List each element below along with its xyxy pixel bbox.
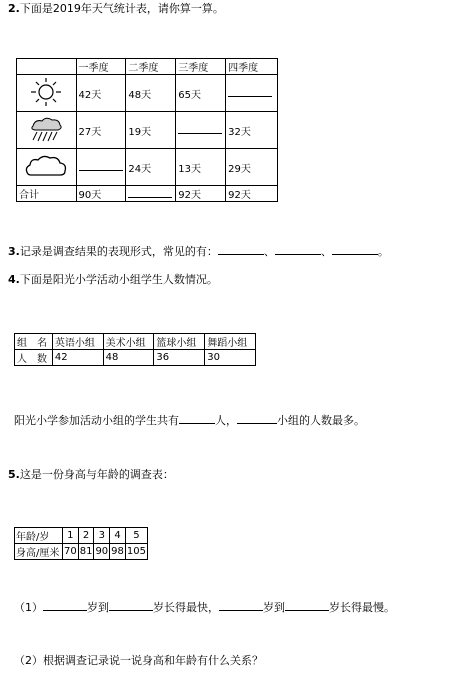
q5-sub2 [14,654,263,668]
weather-table [16,58,278,202]
group-count-row [15,350,256,366]
answer-blank[interactable] [237,412,277,424]
group-count-cell: 48 [103,350,154,366]
period: 。 [377,245,389,258]
weather-cell: 24天 [126,149,176,186]
height-cell: 98 [110,544,126,560]
q4-text: 下面是阳光小学活动小组学生人数情况。 [19,273,218,286]
weather-header-row [17,59,278,75]
group-name-cell: 美术小组 [103,334,154,350]
group-count-cell: 42 [52,350,103,366]
weather-cell: 32天 [226,112,278,149]
answer-blank[interactable] [218,243,264,255]
weather-header-cell: 一季度 [76,59,126,75]
weather-cell: 13天 [176,149,226,186]
answer-blank[interactable] [178,123,222,134]
q5-sub1-text: 岁长得最慢。 [329,601,395,614]
q5-sub1-text: 岁长得最快， [153,601,219,614]
age-row [15,528,148,544]
weather-total-row [17,186,278,202]
weather-header-cell: 三季度 [176,59,226,75]
answer-blank[interactable] [275,243,321,255]
group-name-cell: 舞蹈小组 [205,334,256,350]
age-cell: 5 [125,528,147,544]
group-name-cell: 篮球小组 [154,334,205,350]
age-cell: 4 [110,528,126,544]
q4-fill-text: 阳光小学参加活动小组的学生共有 [14,414,179,427]
height-cell: 90 [94,544,110,560]
sun-icon [25,77,67,107]
q5-number: 5. [8,468,20,481]
weather-blank-cell [126,186,176,202]
answer-blank[interactable] [228,86,272,97]
group-header-row [15,334,256,350]
q4-fill-line [14,412,365,428]
group-table [14,333,256,366]
group-count-label: 人 数 [15,350,53,366]
q4-fill-text: 小组的人数最多。 [277,414,365,427]
weather-cell: 65天 [176,75,226,112]
q4-prompt [8,273,218,287]
height-label: 身高/厘米 [15,544,63,560]
q5-text: 这是一份身高与年龄的调查表： [19,468,174,481]
age-cell: 1 [62,528,78,544]
q3-prompt [8,243,389,259]
answer-blank[interactable] [109,599,153,611]
age-cell: 2 [78,528,94,544]
q5-prompt [8,468,174,482]
q5-sub1-number: （1） [14,601,43,614]
cloud-icon [22,152,70,180]
weather-row-rainy [17,112,278,149]
weather-cell: 48天 [126,75,176,112]
q3-number: 3. [8,245,20,258]
weather-total-cell: 90天 [76,186,126,202]
weather-header-cell: 四季度 [226,59,278,75]
q3-text: 记录是调查结果的表现形式，常见的有： [19,245,218,258]
q5-sub1 [14,599,395,615]
weather-row-cloudy [17,149,278,186]
weather-total-label: 合计 [17,186,77,202]
group-count-cell: 36 [154,350,205,366]
weather-cell: 27天 [76,112,126,149]
q2-text: 下面是2019年天气统计表，请你算一算。 [19,2,224,15]
group-name-cell: 英语小组 [52,334,103,350]
weather-row-sunny [17,75,278,112]
answer-blank[interactable] [128,187,172,198]
height-cell: 105 [125,544,147,560]
weather-total-cell: 92天 [226,186,278,202]
answer-blank[interactable] [179,412,215,424]
weather-blank-cell [176,112,226,149]
q5-sub2-text: （2）根据调查记录说一说身高和年龄有什么关系？ [14,654,263,667]
rain-icon [25,114,67,144]
q4-fill-text: 人， [215,414,237,427]
weather-header-cell: 二季度 [126,59,176,75]
separator: 、 [320,245,332,258]
cloud-icon-cell [17,149,77,186]
weather-cell: 19天 [126,112,176,149]
height-age-table [14,527,148,560]
weather-cell: 29天 [226,149,278,186]
answer-blank[interactable] [219,599,263,611]
group-header-label: 组 名 [15,334,53,350]
answer-blank[interactable] [285,599,329,611]
height-row [15,544,148,560]
group-count-cell: 30 [205,350,256,366]
weather-corner-cell [17,59,77,75]
sun-icon-cell [17,75,77,112]
weather-total-cell: 92天 [176,186,226,202]
height-cell: 81 [78,544,94,560]
q2-prompt [8,2,224,16]
q4-number: 4. [8,273,20,286]
weather-cell: 42天 [76,75,126,112]
weather-blank-cell [76,149,126,186]
answer-blank[interactable] [332,243,378,255]
weather-blank-cell [226,75,278,112]
answer-blank[interactable] [79,160,123,171]
q5-sub1-text: 岁到 [87,601,109,614]
age-cell: 3 [94,528,110,544]
answer-blank[interactable] [43,599,87,611]
rain-icon-cell [17,112,77,149]
q2-number: 2. [8,2,20,15]
age-label: 年龄/岁 [15,528,63,544]
separator: 、 [263,245,275,258]
q5-sub1-text: 岁到 [263,601,285,614]
height-cell: 70 [62,544,78,560]
